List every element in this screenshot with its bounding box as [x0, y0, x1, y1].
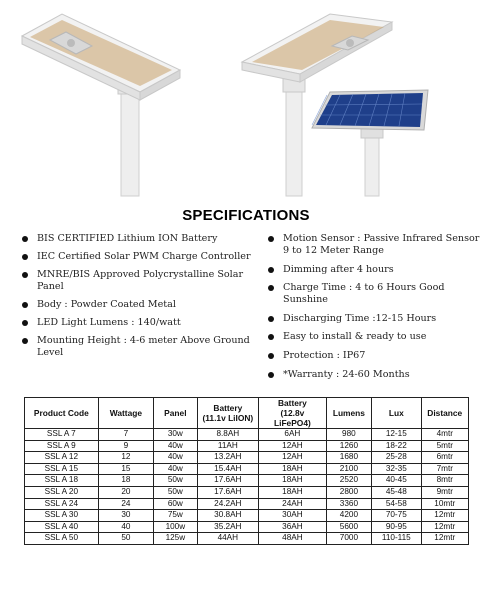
table-cell: 90-95 [372, 521, 421, 533]
table-cell: 13.2AH [197, 452, 259, 464]
column-header: Battery (12.8v LiFePO4) [259, 398, 327, 429]
table-cell: 980 [326, 429, 371, 441]
bullet-icon [268, 334, 274, 340]
table-cell: SSL A 9 [25, 440, 99, 452]
spec-item: IEC Certified Solar PWM Charge Controller [22, 251, 254, 263]
table-cell: 70-75 [372, 510, 421, 522]
table-cell: 50w [154, 486, 197, 498]
table-cell: 18AH [259, 475, 327, 487]
table-cell: 36AH [259, 521, 327, 533]
street-light-left [22, 14, 180, 196]
table-cell: 7mtr [421, 463, 468, 475]
table-row [25, 486, 469, 498]
table-cell: 75w [154, 510, 197, 522]
table-cell: 6AH [259, 429, 327, 441]
table-cell: 24AH [259, 498, 327, 510]
spec-item: Dimming after 4 hours [268, 264, 488, 276]
bullet-icon [22, 338, 28, 344]
bullet-icon [268, 267, 274, 273]
bullet-icon [22, 254, 28, 260]
spec-item: *Warranty : 24-60 Months [268, 369, 488, 381]
table-cell: SSL A 40 [25, 521, 99, 533]
table-cell: 9mtr [421, 486, 468, 498]
spec-item: BIS CERTIFIED Lithium ION Battery [22, 233, 254, 245]
table-cell: SSL A 24 [25, 498, 99, 510]
spec-item: Easy to install & ready to use [268, 331, 488, 343]
spec-item: Body : Powder Coated Metal [22, 299, 254, 311]
table-cell: 17.6AH [197, 475, 259, 487]
table-cell: 5mtr [421, 440, 468, 452]
table-cell: 15.4AH [197, 463, 259, 475]
table-cell: 54-58 [372, 498, 421, 510]
column-header: Panel [154, 398, 197, 429]
table-row [25, 440, 469, 452]
table-cell: 48AH [259, 533, 327, 545]
product-photos [0, 0, 492, 200]
table-cell: SSL A 18 [25, 475, 99, 487]
table-cell: 18-22 [372, 440, 421, 452]
table-row [25, 510, 469, 522]
table-cell: 25-28 [372, 452, 421, 464]
street-light-illustration [0, 0, 492, 200]
table-cell: 40w [154, 463, 197, 475]
table-cell: 11AH [197, 440, 259, 452]
table-cell: SSL A 12 [25, 452, 99, 464]
table-cell: 50 [98, 533, 154, 545]
table-cell: SSL A 20 [25, 486, 99, 498]
bullet-icon [22, 272, 28, 278]
column-header: Product Code [25, 398, 99, 429]
bullet-icon [268, 353, 274, 359]
table-cell: 17.6AH [197, 486, 259, 498]
table-cell: 30AH [259, 510, 327, 522]
table-cell: 10mtr [421, 498, 468, 510]
table-cell: 12-15 [372, 429, 421, 441]
column-header: Battery (11.1v LiION) [197, 398, 259, 429]
table-cell: 12AH [259, 452, 327, 464]
table-cell: 18 [98, 475, 154, 487]
table-cell: 15 [98, 463, 154, 475]
table-cell: 3360 [326, 498, 371, 510]
table-cell: 8.8AH [197, 429, 259, 441]
table-cell: 12AH [259, 440, 327, 452]
bullet-icon [22, 236, 28, 242]
page-title: SPECIFICATIONS [182, 207, 310, 224]
table-cell: 35.2AH [197, 521, 259, 533]
spec-item: Protection : IP67 [268, 350, 488, 362]
table-cell: 30 [98, 510, 154, 522]
table-cell: 20 [98, 486, 154, 498]
table-row [25, 463, 469, 475]
spec-item: Discharging Time :12-15 Hours [268, 313, 488, 325]
table-cell: 32-35 [372, 463, 421, 475]
table-cell: 30.8AH [197, 510, 259, 522]
table-cell: 5600 [326, 521, 371, 533]
table-cell: 1260 [326, 440, 371, 452]
bullet-icon [268, 372, 274, 378]
table-cell: 8mtr [421, 475, 468, 487]
table-cell: 45-48 [372, 486, 421, 498]
spec-item: LED Light Lumens : 140/watt [22, 317, 254, 329]
spec-item: MNRE/BIS Approved Polycrystalline Solar Panel [22, 269, 254, 293]
bullet-icon [22, 302, 28, 308]
table-cell: 40w [154, 452, 197, 464]
specs-right-list [268, 233, 488, 387]
table-cell: 40-45 [372, 475, 421, 487]
column-header: Lumens [326, 398, 371, 429]
table-cell: 2100 [326, 463, 371, 475]
table-cell: 7000 [326, 533, 371, 545]
table-cell: 1680 [326, 452, 371, 464]
table-cell: 18AH [259, 486, 327, 498]
table-row [25, 498, 469, 510]
bullet-icon [268, 236, 274, 242]
spec-item: Charge Time : 4 to 6 Hours Good Sunshine [268, 282, 488, 306]
table-cell: 12mtr [421, 521, 468, 533]
table-header-row [25, 398, 469, 429]
table-cell: 2800 [326, 486, 371, 498]
solar-panel [312, 90, 428, 130]
specs-left-list [22, 233, 254, 365]
table-body [25, 429, 469, 545]
table-cell: 12mtr [421, 533, 468, 545]
column-header: Distance [421, 398, 468, 429]
table-cell: 6mtr [421, 452, 468, 464]
table-cell: SSL A 7 [25, 429, 99, 441]
table-row [25, 429, 469, 441]
table-cell: 24 [98, 498, 154, 510]
table-cell: SSL A 30 [25, 510, 99, 522]
bullet-icon [22, 320, 28, 326]
table-cell: 2520 [326, 475, 371, 487]
table-cell: 24.2AH [197, 498, 259, 510]
table-row [25, 452, 469, 464]
table-row [25, 475, 469, 487]
table-cell: 40 [98, 521, 154, 533]
table-cell: 18AH [259, 463, 327, 475]
column-header: Lux [372, 398, 421, 429]
table-cell: 125w [154, 533, 197, 545]
spec-item: Mounting Height : 4-6 meter Above Ground Level [22, 335, 254, 359]
bullet-icon [268, 316, 274, 322]
column-header: Wattage [98, 398, 154, 429]
table-cell: SSL A 50 [25, 533, 99, 545]
table-cell: 40w [154, 440, 197, 452]
table-cell: 9 [98, 440, 154, 452]
table-cell: 60w [154, 498, 197, 510]
table-row [25, 533, 469, 545]
table-cell: 44AH [197, 533, 259, 545]
bullet-icon [268, 285, 274, 291]
table-cell: 110-115 [372, 533, 421, 545]
table-cell: 12 [98, 452, 154, 464]
table-cell: 4200 [326, 510, 371, 522]
table-cell: 12mtr [421, 510, 468, 522]
spec-item: Motion Sensor : Passive Infrared Sensor 9 to 12 Meter Range [268, 233, 488, 257]
specifications-table [24, 397, 469, 545]
table-row [25, 521, 469, 533]
table-cell: 100w [154, 521, 197, 533]
table-cell: 7 [98, 429, 154, 441]
table-cell: 30w [154, 429, 197, 441]
table-cell: 50w [154, 475, 197, 487]
table-cell: 4mtr [421, 429, 468, 441]
table-cell: SSL A 15 [25, 463, 99, 475]
